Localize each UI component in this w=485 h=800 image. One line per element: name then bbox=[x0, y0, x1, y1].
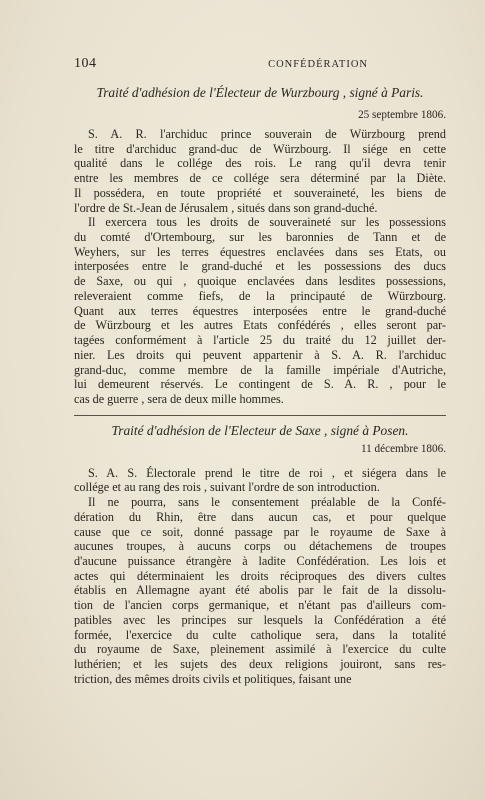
text-line: dération du Rhin, être dans aucun cas, et pour quelque bbox=[74, 509, 446, 524]
text-line: interposées entre le grand-duché et les possessions des ducs bbox=[74, 259, 446, 274]
text-line: collége et au rang des rois , suivant l'ordre de son introduction. bbox=[74, 480, 380, 495]
text-line: tion de l'ancien corps germanique, et n'étant pas d'ailleurs com- bbox=[74, 598, 446, 613]
section-title-saxe: Traité d'adhésion de l'Electeur de Saxe , signé à Posen. bbox=[111, 422, 409, 438]
text-line: entre les membres de ce collége sera déterminé par la Diète. bbox=[74, 171, 446, 186]
text-line: du comté d'Ortembourg, sur les baronnies de Tann et de bbox=[74, 230, 446, 245]
text-line: Il possédera, en toute propriété et souveraineté, les biens de bbox=[74, 185, 446, 200]
text-line: Quant aux terres équestres interposées entre le grand-duché bbox=[74, 303, 446, 318]
text-block bbox=[74, 56, 446, 686]
page-number: 104 bbox=[74, 56, 97, 71]
text-line: luthérien; et les sujets des deux religions jouiront, sans res- bbox=[74, 657, 446, 671]
text-line: formée, l'exercice du culte catholique sera, dans la totalité bbox=[74, 627, 446, 642]
text-line: de Würzbourg et les autres Etats confédérés , elles seront par- bbox=[74, 318, 446, 333]
text-line: tagées conformément à l'article 25 du traité du 12 juillet der- bbox=[74, 333, 446, 348]
text-line: actes qui déterminaient les droits réciproques des divers cultes bbox=[74, 568, 446, 583]
text-line: d'aucune puissance étrangère à ladite Confédération. Les lois et bbox=[74, 553, 446, 568]
text-line: Weyhers, sur les terres équestres enclavées dans ses Etats, ou bbox=[74, 244, 446, 259]
text-line: Il exercera tous les droits de souveraineté sur les possessions bbox=[88, 215, 446, 230]
section-body-saxe bbox=[74, 466, 446, 687]
text-line: aucunes troupes, à aucuns corps ou détachemens de troupes bbox=[74, 539, 446, 554]
section-date-wurzbourg: 25 septembre 1806. bbox=[358, 109, 446, 121]
text-line: S. A. R. l'archiduc prince souverain de Würzbourg prend bbox=[88, 127, 446, 141]
text-line: cause que ce soit, donné passage par le royaume de Saxe à bbox=[74, 524, 446, 539]
text-line: lui demeurent réservés. Le contingent de S. A. R. , pour le bbox=[74, 377, 446, 392]
section-title-wurzbourg: Traité d'adhésion de l'Électeur de Wurzbourg , signé à Paris. bbox=[96, 85, 424, 100]
text-line: l'ordre de St.-Jean de Jérusalem , situés dans son grand-duché. bbox=[74, 200, 378, 215]
text-line: qualité dans le collége des rois. Le rang qu'il devra tenir bbox=[74, 156, 446, 171]
text-line: de Saxe, ou qui , quoique enclavées dans lesdites possessions, bbox=[74, 274, 446, 289]
section-divider bbox=[74, 415, 446, 416]
text-line: triction, des mêmes droits civils et politiques, faisant une bbox=[74, 671, 352, 686]
running-head: CONFÉDÉRATION bbox=[268, 59, 368, 70]
text-line: patibles avec les principes sur lesquels la Confédération a été bbox=[74, 612, 446, 627]
section-body-wurzbourg bbox=[74, 127, 446, 407]
page-header bbox=[74, 56, 446, 78]
text-line: établis en Allemagne ayant été abolis par le fait de la dissolu- bbox=[74, 583, 446, 598]
text-line: S. A. S. Électorale prend le titre de roi , et siégera dans le bbox=[88, 465, 446, 480]
text-line: du royaume de Saxe, pleinement assimilé à l'exercice du culte bbox=[74, 642, 446, 657]
text-line: cas de guerre , sera de deux mille hommes. bbox=[74, 391, 284, 406]
text-line: nier. Les droits qui peuvent appartenir à S. A. R. l'archiduc bbox=[74, 347, 446, 362]
text-line: releveraient comme fiefs, de la principauté de Würzbourg. bbox=[74, 288, 446, 303]
section-date-saxe: 11 décembre 1806. bbox=[360, 442, 446, 455]
text-line: le titre d'archiduc grand-duc de Würzbourg. Il siége en cette bbox=[74, 141, 446, 156]
text-line: grand-duc, comme membre de la famille impériale d'Autriche, bbox=[74, 362, 446, 377]
text-line: Il ne pourra, sans le consentement préalable de la Confé- bbox=[88, 495, 446, 510]
